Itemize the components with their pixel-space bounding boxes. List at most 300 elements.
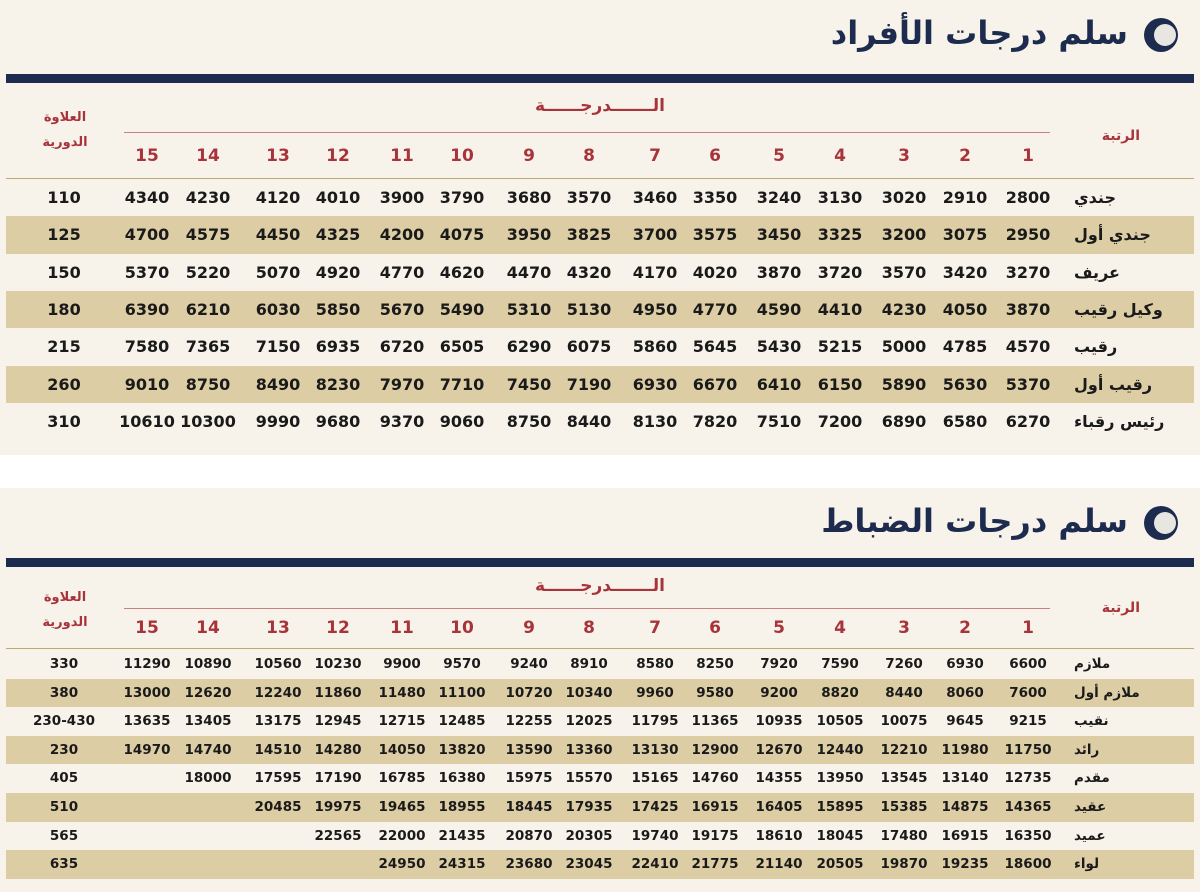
grade-value-cell: 21775 xyxy=(691,856,739,873)
increment-header-line1: العلاوة xyxy=(43,110,87,125)
grade-value-cell: 6150 xyxy=(817,374,863,394)
grade-value-cell: 2950 xyxy=(1005,225,1051,245)
rank-cell: رقيب أول xyxy=(1074,374,1153,394)
grade-number-header: 10 xyxy=(450,618,474,638)
increment-cell: 150 xyxy=(47,262,81,282)
grade-value-cell: 19740 xyxy=(631,827,679,844)
grade-value-cell: 18600 xyxy=(1004,856,1052,873)
grade-value-cell: 4700 xyxy=(124,225,170,245)
grade-value-cell: 8440 xyxy=(566,411,612,431)
rank-cell: لواء xyxy=(1074,856,1100,873)
increment-header-line1: العلاوة xyxy=(43,590,87,605)
grade-value-cell: 8230 xyxy=(315,374,361,394)
grade-value-cell: 3240 xyxy=(756,188,802,207)
grade-value-cell: 19465 xyxy=(378,799,426,815)
grade-value-cell: 10230 xyxy=(314,656,362,672)
grade-number-header: 4 xyxy=(834,618,846,638)
grade-value-cell: 11980 xyxy=(941,741,989,758)
grade-value-cell: 19870 xyxy=(880,856,928,873)
table-row xyxy=(6,793,1194,822)
rank-cell: ملازم xyxy=(1074,656,1111,672)
grade-value-cell: 8060 xyxy=(946,684,984,701)
grade-value-cell: 2910 xyxy=(942,188,988,207)
table-row xyxy=(6,291,1194,328)
grade-value-cell: 3700 xyxy=(632,225,678,245)
increment-header-line2: الدورية xyxy=(42,134,88,150)
rank-cell: جندي xyxy=(1074,188,1116,207)
grade-value-cell: 9060 xyxy=(439,411,485,431)
grade-value-cell: 17595 xyxy=(254,770,302,787)
grade-value-cell: 14740 xyxy=(184,741,232,758)
grade-value-cell: 11290 xyxy=(123,656,171,672)
grade-value-cell: 5645 xyxy=(692,337,738,357)
rank-cell: وكيل رقيب xyxy=(1074,299,1163,319)
grade-value-cell: 7590 xyxy=(821,656,859,672)
rank-cell: عميد xyxy=(1074,827,1106,844)
increment-cell: 215 xyxy=(47,337,81,357)
grade-value-cell: 7820 xyxy=(692,411,738,431)
grade-value-cell: 15165 xyxy=(631,770,679,787)
grade-value-cell: 9010 xyxy=(124,374,170,394)
grade-number-header: 3 xyxy=(898,618,910,638)
grade-value-cell: 20505 xyxy=(816,856,864,873)
grade-value-cell: 10890 xyxy=(184,656,232,672)
grade-value-cell: 6670 xyxy=(692,374,738,394)
grade-value-cell: 3575 xyxy=(692,225,738,245)
grade-value-cell: 16405 xyxy=(755,799,803,815)
grade-number-header: 6 xyxy=(709,618,721,638)
grade-value-cell: 6935 xyxy=(315,337,361,357)
grade-value-cell: 3790 xyxy=(439,188,485,207)
increment-column-header xyxy=(30,106,100,155)
rank-cell: ملازم أول xyxy=(1074,684,1140,701)
grade-value-cell: 4450 xyxy=(255,225,301,245)
grade-number-header: 8 xyxy=(583,146,595,166)
grade-number-header: 2 xyxy=(959,618,971,638)
grade-number-header: 14 xyxy=(196,146,220,166)
grade-value-cell: 4120 xyxy=(255,188,301,207)
officers-salary-panel xyxy=(0,488,1200,892)
grade-value-cell: 24950 xyxy=(378,856,426,873)
grade-value-cell: 5370 xyxy=(124,262,170,282)
grade-value-cell: 7150 xyxy=(255,337,301,357)
grade-value-cell: 6410 xyxy=(756,374,802,394)
grade-value-cell: 5630 xyxy=(942,374,988,394)
grade-value-cell: 6930 xyxy=(632,374,678,394)
grade-value-cell: 4590 xyxy=(756,299,802,319)
grade-value-cell: 4575 xyxy=(185,225,231,245)
grade-number-header: 15 xyxy=(135,146,159,166)
grade-value-cell: 21140 xyxy=(755,856,803,873)
grade-value-cell: 6580 xyxy=(942,411,988,431)
grade-value-cell: 4075 xyxy=(439,225,485,245)
section-gap xyxy=(0,455,1200,488)
grade-number-header: 9 xyxy=(523,146,535,166)
grade-value-cell: 19175 xyxy=(691,827,739,844)
grade-value-cell: 15570 xyxy=(565,770,613,787)
grade-value-cell: 7450 xyxy=(506,374,552,394)
grade-value-cell: 13130 xyxy=(631,741,679,758)
section-title: سلم درجات الضباط xyxy=(821,502,1128,540)
grade-value-cell: 9680 xyxy=(315,411,361,431)
grade-value-cell: 12670 xyxy=(755,741,803,758)
grade-value-cell: 13820 xyxy=(438,741,486,758)
grade-value-cell: 10075 xyxy=(880,713,928,730)
salary-table xyxy=(6,179,1194,439)
grade-value-cell: 9200 xyxy=(760,684,798,701)
grade-value-cell: 2800 xyxy=(1005,188,1051,207)
grade-value-cell: 8750 xyxy=(506,411,552,431)
table-row xyxy=(6,328,1194,365)
grade-value-cell: 3420 xyxy=(942,262,988,282)
grade-number-header: 7 xyxy=(649,146,661,166)
grade-value-cell: 18045 xyxy=(816,827,864,844)
grade-value-cell: 8440 xyxy=(885,684,923,701)
grade-group-line xyxy=(124,608,1050,609)
grade-value-cell: 12240 xyxy=(254,684,302,701)
grade-value-cell: 3075 xyxy=(942,225,988,245)
grade-value-cell: 12620 xyxy=(184,684,232,701)
table-row xyxy=(6,179,1194,216)
grade-value-cell: 3870 xyxy=(756,262,802,282)
grade-value-cell: 6720 xyxy=(379,337,425,357)
grade-number-header: 3 xyxy=(898,146,910,166)
increment-cell: 110 xyxy=(47,188,81,207)
grade-value-cell: 3825 xyxy=(566,225,612,245)
grade-value-cell: 9900 xyxy=(383,656,421,672)
grade-value-cell: 9990 xyxy=(255,411,301,431)
grade-value-cell: 13000 xyxy=(123,684,171,701)
grade-value-cell: 7510 xyxy=(756,411,802,431)
grade-number-header: 7 xyxy=(649,618,661,638)
grade-value-cell: 12900 xyxy=(691,741,739,758)
grade-value-cell: 7600 xyxy=(1009,684,1047,701)
increment-cell: 310 xyxy=(47,411,81,431)
grade-value-cell: 22000 xyxy=(378,827,426,844)
increment-cell: 380 xyxy=(49,684,79,701)
grade-value-cell: 5130 xyxy=(566,299,612,319)
header-divider xyxy=(6,178,1194,179)
grade-value-cell: 11750 xyxy=(1004,741,1052,758)
grade-value-cell: 18445 xyxy=(505,799,553,815)
grade-number-header: 2 xyxy=(959,146,971,166)
grade-value-cell: 11100 xyxy=(438,684,486,701)
grade-value-cell: 13635 xyxy=(123,713,171,730)
grade-value-cell: 13140 xyxy=(941,770,989,787)
grade-value-cell: 14365 xyxy=(1004,799,1052,815)
grade-value-cell: 17935 xyxy=(565,799,613,815)
header-divider xyxy=(6,648,1194,649)
table-row xyxy=(6,764,1194,793)
circle-ring-icon xyxy=(1144,506,1178,540)
table-row xyxy=(6,254,1194,291)
grade-value-cell: 12255 xyxy=(505,713,553,730)
grade-value-cell: 12715 xyxy=(378,713,426,730)
grade-value-cell: 4785 xyxy=(942,337,988,357)
grade-value-cell: 10560 xyxy=(254,656,302,672)
grade-value-cell: 4920 xyxy=(315,262,361,282)
grade-value-cell: 4325 xyxy=(315,225,361,245)
grade-value-cell: 8250 xyxy=(696,656,734,672)
grade-value-cell: 7710 xyxy=(439,374,485,394)
grade-number-header: 13 xyxy=(266,146,290,166)
increment-cell: 125 xyxy=(47,225,81,245)
table-row xyxy=(6,707,1194,736)
grade-value-cell: 3720 xyxy=(817,262,863,282)
table-row xyxy=(6,736,1194,765)
grade-value-cell: 4050 xyxy=(942,299,988,319)
grade-number-header: 12 xyxy=(326,618,350,638)
grade-value-cell: 11480 xyxy=(378,684,426,701)
rank-column-header: الرتبة xyxy=(1101,600,1140,616)
grade-value-cell: 9370 xyxy=(379,411,425,431)
grade-value-cell: 12025 xyxy=(565,713,613,730)
grade-value-cell: 6390 xyxy=(124,299,170,319)
grade-number-header: 12 xyxy=(326,146,350,166)
grade-value-cell: 6075 xyxy=(566,337,612,357)
table-row xyxy=(6,216,1194,253)
grade-value-cell: 24315 xyxy=(438,856,486,873)
grade-value-cell: 17190 xyxy=(314,770,362,787)
table-row xyxy=(6,679,1194,708)
grade-value-cell: 20485 xyxy=(254,799,302,815)
table-header xyxy=(0,568,1200,648)
grade-value-cell: 10935 xyxy=(755,713,803,730)
grade-number-header: 9 xyxy=(523,618,535,638)
grade-value-cell: 5850 xyxy=(315,299,361,319)
rank-cell: رئيس رقباء xyxy=(1074,411,1165,431)
grade-value-cell: 11795 xyxy=(631,713,679,730)
grade-value-cell: 17425 xyxy=(631,799,679,815)
grade-value-cell: 5220 xyxy=(185,262,231,282)
grade-value-cell: 10300 xyxy=(180,411,236,431)
grade-value-cell: 4020 xyxy=(692,262,738,282)
grade-value-cell: 11860 xyxy=(314,684,362,701)
section-header xyxy=(0,488,1200,562)
grade-value-cell: 7970 xyxy=(379,374,425,394)
grade-value-cell: 15975 xyxy=(505,770,553,787)
grade-value-cell: 10720 xyxy=(505,684,553,701)
table-row xyxy=(6,403,1194,440)
grade-value-cell: 10505 xyxy=(816,713,864,730)
rank-cell: عقيد xyxy=(1074,799,1107,815)
grade-value-cell: 18000 xyxy=(184,770,232,787)
grade-value-cell: 6505 xyxy=(439,337,485,357)
rank-column-header: الرتبة xyxy=(1101,128,1140,144)
grade-value-cell: 5070 xyxy=(255,262,301,282)
grade-value-cell: 9240 xyxy=(510,656,548,672)
circle-ring-icon xyxy=(1144,18,1178,52)
grade-value-cell: 3200 xyxy=(881,225,927,245)
grade-value-cell: 7920 xyxy=(760,656,798,672)
rank-cell: جندي أول xyxy=(1074,225,1151,245)
grade-value-cell: 5430 xyxy=(756,337,802,357)
grade-value-cell: 4770 xyxy=(692,299,738,319)
grade-number-header: 1 xyxy=(1022,146,1034,166)
grade-value-cell: 3350 xyxy=(692,188,738,207)
grade-number-header: 10 xyxy=(450,146,474,166)
grade-number-header: 8 xyxy=(583,618,595,638)
grade-value-cell: 22565 xyxy=(314,827,362,844)
grade-value-cell: 5490 xyxy=(439,299,485,319)
increment-column-header xyxy=(30,586,100,635)
grade-value-cell: 8490 xyxy=(255,374,301,394)
grade-number-header: 13 xyxy=(266,618,290,638)
grade-value-cell: 7260 xyxy=(885,656,923,672)
grade-value-cell: 3570 xyxy=(881,262,927,282)
grade-value-cell: 20305 xyxy=(565,827,613,844)
grade-value-cell: 7190 xyxy=(566,374,612,394)
grade-value-cell: 3570 xyxy=(566,188,612,207)
grade-number-header: 15 xyxy=(135,618,159,638)
grade-number-header: 5 xyxy=(773,618,785,638)
section-title: سلم درجات الأفراد xyxy=(830,14,1128,52)
grade-value-cell: 18955 xyxy=(438,799,486,815)
increment-cell: 635 xyxy=(49,856,79,873)
table-row xyxy=(6,850,1194,879)
table-row xyxy=(6,822,1194,851)
grade-group-label: الـــــــدرجــــــة xyxy=(535,576,665,596)
grade-value-cell: 13545 xyxy=(880,770,928,787)
grade-value-cell: 5000 xyxy=(881,337,927,357)
grade-value-cell: 9645 xyxy=(946,713,984,730)
grade-value-cell: 4570 xyxy=(1005,337,1051,357)
grade-value-cell: 14875 xyxy=(941,799,989,815)
grade-value-cell: 3680 xyxy=(506,188,552,207)
grade-value-cell: 3325 xyxy=(817,225,863,245)
grade-value-cell: 7365 xyxy=(185,337,231,357)
rank-cell: رائد xyxy=(1074,741,1100,758)
table-row xyxy=(6,366,1194,403)
section-header xyxy=(0,0,1200,74)
grade-value-cell: 5310 xyxy=(506,299,552,319)
table-row xyxy=(6,650,1194,679)
grade-value-cell: 5670 xyxy=(379,299,425,319)
grade-value-cell: 15385 xyxy=(880,799,928,815)
grade-value-cell: 9570 xyxy=(443,656,481,672)
grade-value-cell: 14760 xyxy=(691,770,739,787)
grade-value-cell: 5860 xyxy=(632,337,678,357)
grade-value-cell: 4340 xyxy=(124,188,170,207)
grade-value-cell: 6600 xyxy=(1009,656,1047,672)
grade-value-cell: 7580 xyxy=(124,337,170,357)
grade-value-cell: 12945 xyxy=(314,713,362,730)
grade-number-header: 4 xyxy=(834,146,846,166)
grade-value-cell: 13360 xyxy=(565,741,613,758)
grade-value-cell: 3900 xyxy=(379,188,425,207)
title-rule xyxy=(6,558,1194,567)
grade-value-cell: 23680 xyxy=(505,856,553,873)
increment-cell: 230-430 xyxy=(33,713,95,730)
grade-value-cell: 18610 xyxy=(755,827,803,844)
grade-value-cell: 7200 xyxy=(817,411,863,431)
grade-value-cell: 19975 xyxy=(314,799,362,815)
grade-value-cell: 23045 xyxy=(565,856,613,873)
grade-number-header: 5 xyxy=(773,146,785,166)
grade-value-cell: 6890 xyxy=(881,411,927,431)
grade-value-cell: 8910 xyxy=(570,656,608,672)
grade-value-cell: 8130 xyxy=(632,411,678,431)
grade-value-cell: 14970 xyxy=(123,741,171,758)
grade-value-cell: 13950 xyxy=(816,770,864,787)
grade-value-cell: 16350 xyxy=(1004,827,1052,844)
grade-number-header: 6 xyxy=(709,146,721,166)
grade-value-cell: 21435 xyxy=(438,827,486,844)
grade-number-header: 14 xyxy=(196,618,220,638)
grade-value-cell: 19235 xyxy=(941,856,989,873)
grade-value-cell: 4950 xyxy=(632,299,678,319)
grade-number-header: 1 xyxy=(1022,618,1034,638)
increment-cell: 565 xyxy=(49,827,79,844)
increment-cell: 330 xyxy=(49,656,79,672)
grade-group-label: الـــــــدرجــــــة xyxy=(535,96,665,116)
grade-value-cell: 3870 xyxy=(1005,299,1051,319)
grade-value-cell: 17480 xyxy=(880,827,928,844)
grade-value-cell: 3450 xyxy=(756,225,802,245)
grade-value-cell: 9215 xyxy=(1009,713,1047,730)
grade-value-cell: 10610 xyxy=(119,411,175,431)
grade-value-cell: 16915 xyxy=(691,799,739,815)
grade-value-cell: 4320 xyxy=(566,262,612,282)
grade-value-cell: 12440 xyxy=(816,741,864,758)
grade-value-cell: 16785 xyxy=(378,770,426,787)
grade-value-cell: 14355 xyxy=(755,770,803,787)
grade-value-cell: 9580 xyxy=(696,684,734,701)
grade-value-cell: 14510 xyxy=(254,741,302,758)
grade-value-cell: 22410 xyxy=(631,856,679,873)
increment-cell: 405 xyxy=(49,770,79,787)
grade-value-cell: 3460 xyxy=(632,188,678,207)
grade-value-cell: 5370 xyxy=(1005,374,1051,394)
rank-cell: نقيب xyxy=(1074,713,1109,730)
grade-value-cell: 6210 xyxy=(185,299,231,319)
grade-value-cell: 16380 xyxy=(438,770,486,787)
grade-value-cell: 5890 xyxy=(881,374,927,394)
table-header xyxy=(0,84,1200,179)
grade-value-cell: 4230 xyxy=(881,299,927,319)
grade-value-cell: 6030 xyxy=(255,299,301,319)
grade-value-cell: 8580 xyxy=(636,656,674,672)
grade-value-cell: 5215 xyxy=(817,337,863,357)
rank-cell: مقدم xyxy=(1074,770,1110,787)
grade-value-cell: 3950 xyxy=(506,225,552,245)
grade-value-cell: 9960 xyxy=(636,684,674,701)
grade-value-cell: 13590 xyxy=(505,741,553,758)
grade-value-cell: 4170 xyxy=(632,262,678,282)
grade-value-cell: 15895 xyxy=(816,799,864,815)
grade-value-cell: 4410 xyxy=(817,299,863,319)
grade-value-cell: 16915 xyxy=(941,827,989,844)
grade-value-cell: 4620 xyxy=(439,262,485,282)
title-rule xyxy=(6,74,1194,83)
grade-value-cell: 6930 xyxy=(946,656,984,672)
grade-value-cell: 11365 xyxy=(691,713,739,730)
grade-value-cell: 13405 xyxy=(184,713,232,730)
grade-value-cell: 4230 xyxy=(185,188,231,207)
grade-value-cell: 3130 xyxy=(817,188,863,207)
grade-value-cell: 4010 xyxy=(315,188,361,207)
grade-value-cell: 10340 xyxy=(565,684,613,701)
grade-value-cell: 8820 xyxy=(821,684,859,701)
grade-value-cell: 4770 xyxy=(379,262,425,282)
grade-value-cell: 20870 xyxy=(505,827,553,844)
rank-cell: رقيب xyxy=(1074,337,1118,357)
grade-group-line xyxy=(124,132,1050,133)
grade-value-cell: 3020 xyxy=(881,188,927,207)
increment-cell: 510 xyxy=(49,799,79,815)
salary-table xyxy=(6,650,1194,882)
grade-value-cell: 4200 xyxy=(379,225,425,245)
